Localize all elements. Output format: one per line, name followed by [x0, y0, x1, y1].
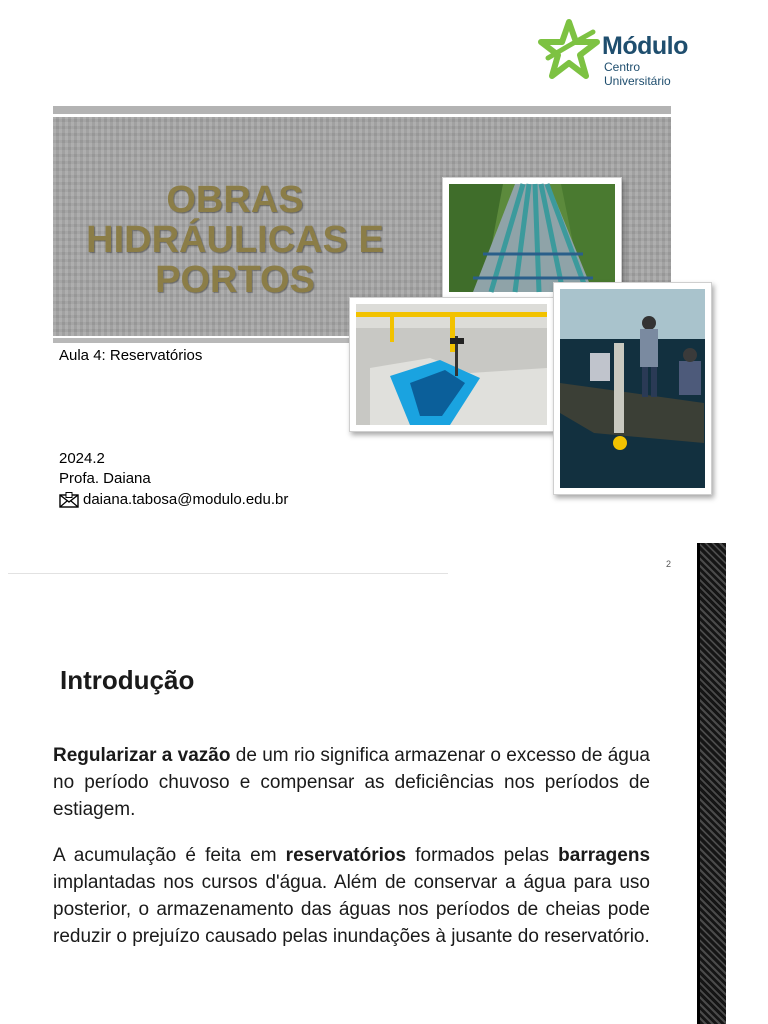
paragraph-2-text-a: A acumulação é feita em — [53, 845, 286, 866]
paragraph-1 — [53, 742, 650, 823]
semester: 2024.2 — [59, 450, 105, 467]
title-line-2: HIDRÁULICAS E — [86, 219, 384, 261]
penstock-pipes-image — [443, 178, 621, 298]
logo-name: Módulo — [602, 32, 688, 60]
decorative-side-bar — [700, 543, 726, 1024]
section-heading: Introdução — [60, 665, 195, 695]
paragraph-2-text-b: formados pelas — [406, 845, 559, 866]
title-line-3: PORTOS — [155, 259, 315, 301]
photo-boat-survey — [553, 282, 712, 495]
paragraph-2-bold-reservatorios: reservatórios — [285, 845, 407, 866]
professor-name: Profa. Daiana — [59, 470, 151, 487]
lecture-subtitle: Aula 4: Reservatórios — [59, 347, 203, 364]
paragraph-2-bold-barragens: barragens — [558, 845, 651, 866]
email-icon — [59, 492, 79, 508]
email-row — [59, 491, 288, 508]
paragraph-2-text-c: implantadas nos cursos d'água. Além de conservar a água para uso posterior, o armazenamento das águas nos períodos de cheias pode reduzir o prejuízo causado pelas inundações à jusante do reservatório. — [53, 872, 650, 947]
paragraph-1-bold: Regularizar a vazão — [53, 745, 231, 766]
slide2-divider — [8, 573, 448, 574]
paragraph-1-text: de um rio significa armazenar o excesso de água no período chuvoso e compensar as deficiências nos períodos de estiagem. — [53, 745, 650, 820]
email-link[interactable]: daiana.tabosa@modulo.edu.br — [83, 491, 289, 508]
boat-survey-image — [554, 283, 711, 494]
slide-title — [70, 180, 400, 300]
star-logo-icon — [538, 18, 600, 80]
title-top-strip — [53, 106, 671, 114]
water-tank-image — [350, 298, 553, 431]
photo-water-tank — [349, 297, 554, 432]
paragraph-2 — [53, 842, 650, 950]
page-number: 2 — [666, 559, 672, 569]
modulo-logo — [538, 18, 718, 90]
logo-subtitle-line2: Universitário — [604, 74, 671, 88]
logo-subtitle-line1: Centro — [604, 60, 641, 74]
title-line-1: OBRAS — [166, 179, 304, 221]
photo-penstock-pipes — [442, 177, 622, 299]
